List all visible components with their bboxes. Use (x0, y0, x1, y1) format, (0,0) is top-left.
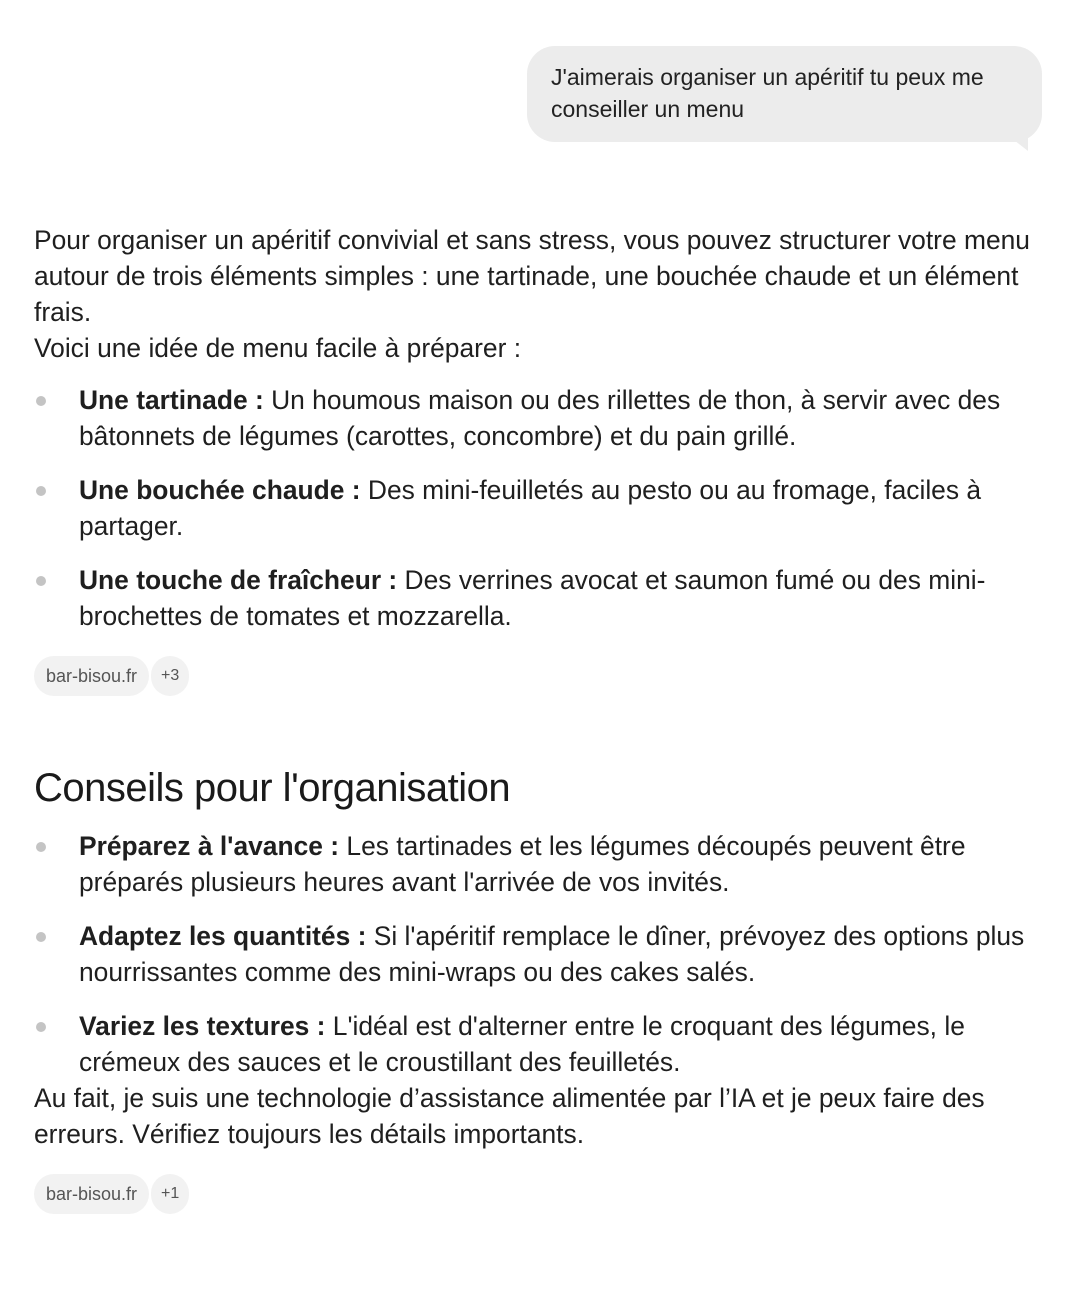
list-item (34, 562, 1049, 634)
more-sources-button[interactable]: +3 (151, 656, 189, 696)
list-item (34, 918, 1049, 990)
source-link[interactable]: bar-bisou.fr (34, 656, 149, 696)
list-item (34, 382, 1049, 454)
bullet-dot (36, 1022, 46, 1032)
more-sources-button[interactable]: +1 (151, 1174, 189, 1214)
bullet-dot (36, 932, 46, 942)
source-chips (34, 1174, 1049, 1214)
item-text: Si l'apéritif remplace le dîner, prévoyez des options plus nourrissantes comme des mini-wraps ou des cakes salés. (79, 921, 1025, 987)
item-text: Les tartinades et les légumes découpés peuvent être préparés plusieurs heures avant l'arrivée de vos invités. (79, 831, 966, 897)
bullet-dot (36, 842, 46, 852)
source-link[interactable]: bar-bisou.fr (34, 1174, 149, 1214)
user-message-bubble (527, 46, 1042, 142)
menu-intro-paragraph: Voici une idée de menu facile à préparer : (34, 333, 522, 363)
list-item (34, 828, 1049, 900)
menu-list (34, 382, 1049, 634)
bullet-dot (36, 396, 46, 406)
source-chips (34, 656, 1049, 696)
list-item (34, 472, 1049, 544)
bullet-dot (36, 486, 46, 496)
item-label: Préparez à l'avance : (79, 831, 340, 861)
section-heading: Conseils pour l'organisation (34, 766, 511, 810)
item-label: Une touche de fraîcheur : (79, 565, 398, 595)
item-text: Un houmous maison ou des rillettes de thon, à servir avec des bâtonnets de légumes (carottes, concombre) et du pain grillé. (79, 385, 1001, 451)
item-label: Une bouchée chaude : (79, 475, 361, 505)
item-label: Variez les textures : (79, 1011, 326, 1041)
bullet-dot (36, 576, 46, 586)
tips-list (34, 828, 1049, 1080)
intro-paragraph: Pour organiser un apéritif convivial et sans stress, vous pouvez structurer votre menu autour de trois éléments simples : une tartinade, une bouchée chaude et un élément frais. (34, 225, 1030, 327)
item-text: L'idéal est d'alterner entre le croquant des légumes, le crémeux des sauces et le croustillant des feuilletés. (79, 1011, 965, 1077)
user-message-text: J'aimerais organiser un apéritif tu peux me conseiller un menu (551, 64, 984, 122)
item-label: Adaptez les quantités : (79, 921, 367, 951)
item-text: Des mini-feuilletés au pesto ou au fromage, faciles à partager. (79, 475, 982, 541)
bubble-tail (1010, 137, 1028, 151)
disclaimer-paragraph: Au fait, je suis une technologie d’assistance alimentée par l’IA et je peux faire des erreurs. Vérifiez toujours les détails importants. (34, 1083, 985, 1149)
list-item (34, 1008, 1049, 1080)
item-text: Des verrines avocat et saumon fumé ou des mini-brochettes de tomates et mozzarella. (79, 565, 986, 631)
item-label: Une tartinade : (79, 385, 264, 415)
assistant-response (34, 222, 1049, 1214)
user-message-row (527, 46, 1042, 142)
